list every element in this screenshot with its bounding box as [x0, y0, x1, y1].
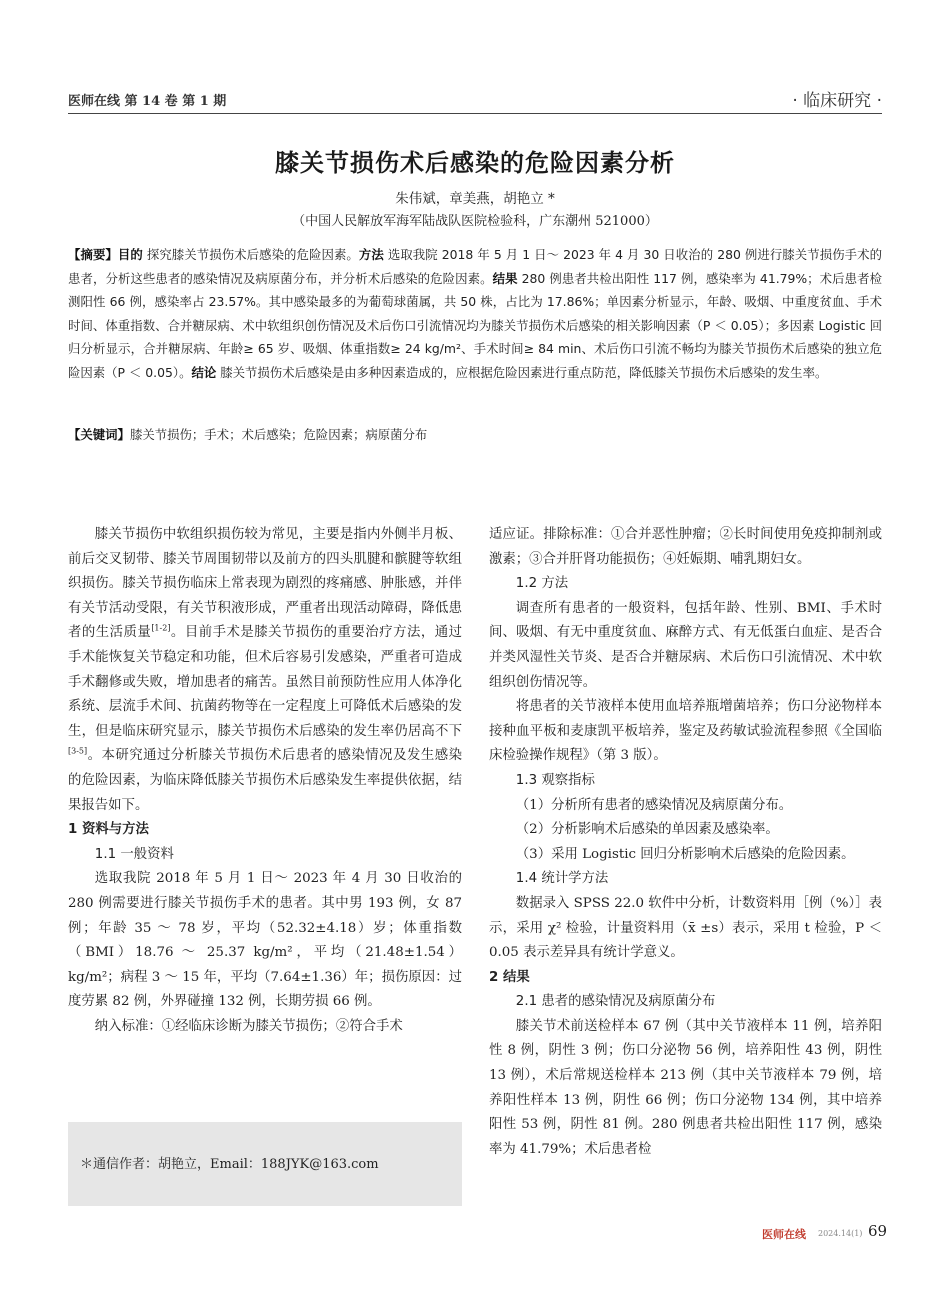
- objective-label: 目的: [117, 247, 143, 262]
- results-text: 280 例患者共检出阳性 117 例，感染率为 41.79%；术后患者检测阳性 66 例，感染率占 23.57%。其中感染最多的为葡萄球菌属，共 50 株，占比为 17.86%；单因素分析显示，年龄、吸烟、中重度贫血、手术时间、体重指数、合并糖尿病、术中软组织创伤情况及术后伤口引流情况均为膝关节损伤术后感染的相关影响因素（P ＜ 0.05）；多因素 Logistic 回归分析显示，合并糖尿病、年龄≥ 65 岁、吸烟、体重指数≥ 24 kg/m²、手术时间≥ 84 min、术后伤口引流不畅均为膝关节损伤术后感染的独立危险因素（P ＜ 0.05）。: [68, 270, 883, 380]
- methods-paragraph-b: 将患者的关节液样本使用血培养瓶增菌培养；伤口分泌物样本接种血平板和麦康凯平板培养，鉴定及药敏试验流程参照《全国临床检验操作规程》（第 3 版）。: [489, 699, 882, 764]
- section-label: · 临床研究 ·: [792, 91, 882, 111]
- intro-text-c: 。本研究通过分析膝关节损伤术后患者的感染情况及发生感染的危险因素，为临床降低膝关节损伤术后感染发生率提供依据，结果报告如下。: [68, 748, 462, 813]
- affiliation: （中国人民解放军海军陆战队医院检验科，广东潮州 521000）: [292, 214, 658, 229]
- keywords-label: 【关键词】: [68, 427, 130, 442]
- observation-item-2: （2）分析影响术后感染的单因素及感染率。: [515, 822, 779, 838]
- header-divider: [68, 113, 882, 114]
- authors: 朱伟斌，章美燕，胡艳立 *: [395, 191, 555, 207]
- exclusion-paragraph: 适应证。排除标准：①合并恶性肿瘤；②长时间使用免疫抑制剂或激素；③合并肝肾功能损伤；④妊娠期、哺乳期妇女。: [489, 527, 882, 567]
- results-label: 结果: [492, 270, 518, 286]
- article-title: 膝关节损伤术后感染的危险因素分析: [275, 149, 675, 177]
- citation-1: [1-2]: [151, 623, 171, 633]
- subsection-heading-general: 1.1 一般资料: [94, 846, 174, 862]
- intro-text-a: 膝关节损伤中软组织损伤较为常见，主要是指内外侧半月板、前后交叉韧带、膝关节周围韧带以及前方的四头肌腱和髌腱等软组织损伤。膝关节损伤临床上常表现为剧烈的疼痛感、肿胀感，并伴有关节活动受限，有关节积液形成，严重者出现活动障碍，降低患者的生活质量: [68, 527, 462, 641]
- intro-text-b: 。目前手术是膝关节损伤的重要治疗方法，通过手术能恢复关节稳定和功能，但术后容易引发感染，严重者可造成手术翻修或失败，增加患者的痛苦。虽然目前预防性应用人体净化系统、层流手术间、抗菌药物等在一定程度上可降低术后感染的发生，但是临床研究显示，膝关节损伤术后感染的发生率仍居高不下: [68, 625, 463, 739]
- abstract: [68, 243, 882, 384]
- intro-paragraph: [68, 523, 462, 818]
- journal-logo: 医师在线: [762, 1228, 806, 1241]
- right-column: [489, 523, 882, 1162]
- subsection-heading-observation: 1.3 观察指标: [515, 772, 595, 788]
- page-number: 69: [868, 1222, 888, 1240]
- journal-issue: 医师在线 第 14 卷 第 1 期: [68, 94, 227, 109]
- methods-text: 选取我院 2018 年 5 月 1 日～ 2023 年 4 月 30 日收治的 280 例进行膝关节损伤手术的患者，分析这些患者的感染情况及病原菌分布，并分析术后感染的危险因素。: [68, 247, 882, 286]
- general-data-paragraph: 选取我院 2018 年 5 月 1 日～ 2023 年 4 月 30 日收治的 280 例需要进行膝关节损伤手术的患者。其中男 193 例，女 87 例；年龄 35 ～ 78 岁，平均（52.32±4.18）岁；体重指数（BMI）18.76 ～ 25.37 kg/m²，平均（21.48±1.54）kg/m²；病程 3 ～ 15 年，平均（7.64±1.36）年；损伤原因：过度劳累 82 例，外界碰撞 132 例，长期劳损 66 例。: [68, 871, 462, 1010]
- methods-label: 方法: [358, 247, 384, 262]
- results-paragraph: 膝关节术前送检样本 67 例（其中关节液样本 11 例，培养阳性 8 例，阴性 3 例；伤口分泌物 56 例，培养阳性 43 例，阴性 13 例），术后常规送检样本 213 例（其中关节液样本 79 例，培养阳性样本 13 例，阴性 66 例；伤口分泌物 134 例，其中培养阳性 53 例，阴性 81 例。280 例患者共检出阳性 117 例，感染率为 41.79%；术后患者检: [489, 1018, 882, 1157]
- footer-issue: 2024.14(1): [818, 1229, 863, 1238]
- objective-text: 探究膝关节损伤术后感染的危险因素。: [142, 247, 359, 262]
- left-column: [68, 523, 462, 1039]
- conclusion-label: 结论: [191, 364, 217, 380]
- section-heading-results: 2 结果: [489, 969, 530, 985]
- subsection-heading-methods: 1.2 方法: [515, 576, 569, 592]
- keywords-text: 膝关节损伤；手术；术后感染；危险因素；病原菌分布: [129, 427, 428, 442]
- observation-item-1: （1）分析所有患者的感染情况及病原菌分布。: [515, 797, 793, 813]
- subsection-heading-infection: 2.1 患者的感染情况及病原菌分布: [515, 994, 716, 1010]
- corresponding-author: ＊通信作者：胡艳立，Email：188JYK@163.com: [80, 1157, 379, 1172]
- statistics-paragraph: 数据录入 SPSS 22.0 软件中分析，计数资料用［例（%）］表示，采用 χ² 检验，计量资料用（x̄ ±s）表示，采用 t 检验，P ＜ 0.05 表示差异具有统计学意义。: [489, 895, 882, 961]
- abstract-label: 【摘要】: [68, 247, 118, 262]
- methods-paragraph-a: 调查所有患者的一般资料，包括年龄、性别、BMI、手术时间、吸烟、有无中重度贫血、麻醉方式、有无低蛋白血症、是否合并类风湿性关节炎、是否合并糖尿病、术后伤口引流情况、术中软组织创伤情况等。: [489, 600, 882, 690]
- inclusion-paragraph: 纳入标准：①经临床诊断为膝关节损伤；②符合手术: [94, 1018, 403, 1034]
- observation-item-3: （3）采用 Logistic 回归分析影响术后感染的危险因素。: [515, 846, 855, 862]
- footnote-box: [68, 1122, 462, 1206]
- citation-2: [3-5]: [68, 746, 88, 756]
- subsection-heading-statistics: 1.4 统计学方法: [515, 871, 609, 887]
- keywords: [68, 424, 882, 446]
- section-heading-methods: 1 资料与方法: [68, 822, 149, 838]
- conclusion-text: 膝关节损伤术后感染是由多种因素造成的，应根据危险因素进行重点防范，降低膝关节损伤术后感染的发生率。: [216, 364, 828, 380]
